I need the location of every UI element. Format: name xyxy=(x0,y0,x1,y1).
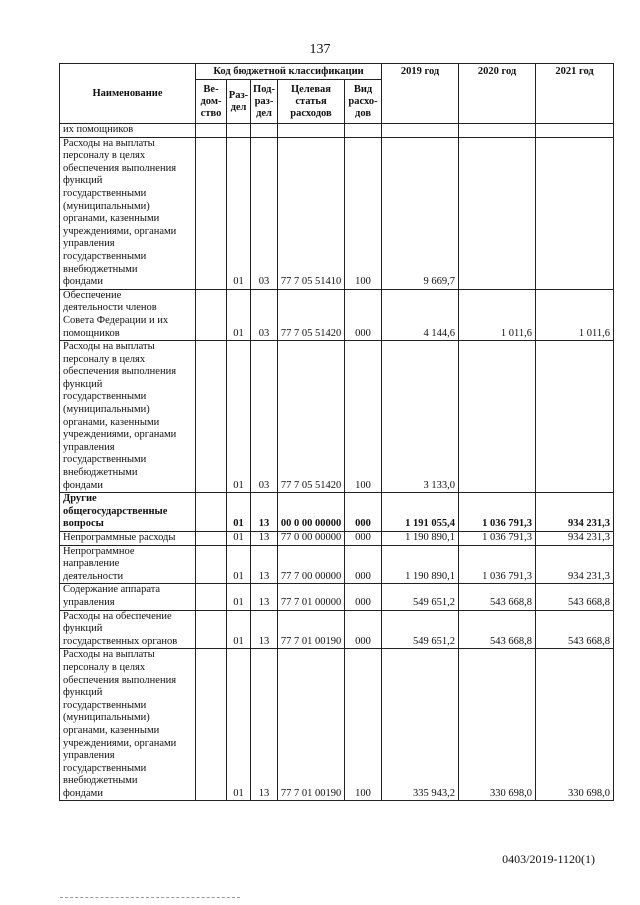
cell-name: Расходы на выплаты персоналу в целях обеспечения выполнения функций государственными (муниципальными) органами, казенными учреждениями, органами управления государственными внебюджетными фондами xyxy=(60,137,196,289)
table-row xyxy=(60,610,614,649)
cell-target: 77 7 05 51410 xyxy=(278,137,345,289)
cell-vid: 000 xyxy=(345,610,382,649)
table-body xyxy=(60,124,614,801)
cell-2021: 543 668,8 xyxy=(536,584,614,610)
cell-vid xyxy=(345,124,382,138)
table-row xyxy=(60,545,614,584)
cell-vid: 100 xyxy=(345,649,382,801)
header-razdel: Раз- дел xyxy=(227,80,251,124)
cell-vid: 000 xyxy=(345,493,382,532)
cell-2021: 934 231,3 xyxy=(536,493,614,532)
cell-vid: 000 xyxy=(345,545,382,584)
table-row xyxy=(60,532,614,546)
cell-2019: 549 651,2 xyxy=(382,584,459,610)
table-row xyxy=(60,124,614,138)
cell-2019: 9 669,7 xyxy=(382,137,459,289)
cell-target: 77 7 01 00190 xyxy=(278,610,345,649)
cell-target: 00 0 00 00000 xyxy=(278,493,345,532)
document-code: 0403/2019-1120(1) xyxy=(502,852,595,866)
budget-table xyxy=(59,63,614,801)
cell-target: 77 7 05 51420 xyxy=(278,341,345,493)
cell-target: 77 7 05 51420 xyxy=(278,289,345,340)
cell-vid: 000 xyxy=(345,584,382,610)
cell-2019: 1 191 055,4 xyxy=(382,493,459,532)
cell-2019 xyxy=(382,124,459,138)
cell-name: Непрограммные расходы xyxy=(60,532,196,546)
cell-2019: 549 651,2 xyxy=(382,610,459,649)
header-2019: 2019 год xyxy=(382,64,459,124)
cell-2020: 1 036 791,3 xyxy=(459,493,536,532)
cell-2021: 543 668,8 xyxy=(536,610,614,649)
cell-razdel: 01 xyxy=(227,289,251,340)
page-number: 137 xyxy=(309,42,331,57)
cell-2020: 543 668,8 xyxy=(459,610,536,649)
table-row xyxy=(60,493,614,532)
cell-name: Другие общегосударственные вопросы xyxy=(60,493,196,532)
cell-podrazdel: 03 xyxy=(251,341,278,493)
cell-vid: 000 xyxy=(345,289,382,340)
cell-2021: 1 011,6 xyxy=(536,289,614,340)
cell-2020: 543 668,8 xyxy=(459,584,536,610)
cell-razdel: 01 xyxy=(227,584,251,610)
cell-razdel: 01 xyxy=(227,137,251,289)
cell-podrazdel: 13 xyxy=(251,532,278,546)
table-row xyxy=(60,341,614,493)
cell-vedomstvo xyxy=(196,289,227,340)
cell-target xyxy=(278,124,345,138)
cell-podrazdel: 03 xyxy=(251,289,278,340)
cell-vedomstvo xyxy=(196,532,227,546)
cell-2021: 934 231,3 xyxy=(536,545,614,584)
table-row xyxy=(60,649,614,801)
cell-razdel: 01 xyxy=(227,493,251,532)
cell-podrazdel: 13 xyxy=(251,610,278,649)
header-2020: 2020 год xyxy=(459,64,536,124)
cell-2020: 330 698,0 xyxy=(459,649,536,801)
cell-podrazdel xyxy=(251,124,278,138)
cell-razdel: 01 xyxy=(227,532,251,546)
cell-name: их помощников xyxy=(60,124,196,138)
cell-razdel: 01 xyxy=(227,545,251,584)
header-code-group: Код бюджетной классификации xyxy=(196,64,382,80)
cell-vedomstvo xyxy=(196,341,227,493)
cell-razdel: 01 xyxy=(227,649,251,801)
cell-vedomstvo xyxy=(196,493,227,532)
cell-name: Содержание аппарата управления xyxy=(60,584,196,610)
cell-2019: 335 943,2 xyxy=(382,649,459,801)
cell-razdel: 01 xyxy=(227,341,251,493)
cell-2020: 1 036 791,3 xyxy=(459,532,536,546)
cell-2019: 3 133,0 xyxy=(382,341,459,493)
cell-vedomstvo xyxy=(196,610,227,649)
cell-2019: 1 190 890,1 xyxy=(382,532,459,546)
header-vid: Вид расхо- дов xyxy=(345,80,382,124)
cell-vedomstvo xyxy=(196,649,227,801)
cell-name: Непрограммное направление деятельности xyxy=(60,545,196,584)
cell-razdel xyxy=(227,124,251,138)
cell-vid: 100 xyxy=(345,341,382,493)
cell-vedomstvo xyxy=(196,137,227,289)
cell-podrazdel: 03 xyxy=(251,137,278,289)
cell-target: 77 7 01 00000 xyxy=(278,584,345,610)
cell-podrazdel: 13 xyxy=(251,649,278,801)
cell-2020 xyxy=(459,341,536,493)
cell-podrazdel: 13 xyxy=(251,584,278,610)
cell-2021 xyxy=(536,341,614,493)
cell-2019: 4 144,6 xyxy=(382,289,459,340)
cell-2019: 1 190 890,1 xyxy=(382,545,459,584)
cell-vedomstvo xyxy=(196,124,227,138)
cell-2020 xyxy=(459,124,536,138)
cell-2021: 934 231,3 xyxy=(536,532,614,546)
table-row xyxy=(60,137,614,289)
cell-2021 xyxy=(536,124,614,138)
header-podrazdel: Под- раз- дел xyxy=(251,80,278,124)
cell-vid: 100 xyxy=(345,137,382,289)
cell-vedomstvo xyxy=(196,584,227,610)
cell-podrazdel: 13 xyxy=(251,493,278,532)
footer-divider xyxy=(60,897,240,898)
cell-podrazdel: 13 xyxy=(251,545,278,584)
table-header xyxy=(60,64,614,124)
cell-2020: 1 011,6 xyxy=(459,289,536,340)
cell-2021 xyxy=(536,137,614,289)
header-vedomstvo: Ве- дом- ство xyxy=(196,80,227,124)
cell-vid: 000 xyxy=(345,532,382,546)
cell-2021: 330 698,0 xyxy=(536,649,614,801)
header-target: Целевая статья расходов xyxy=(278,80,345,124)
cell-vedomstvo xyxy=(196,545,227,584)
cell-name: Расходы на обеспечение функций государственных органов xyxy=(60,610,196,649)
cell-target: 77 7 00 00000 xyxy=(278,545,345,584)
header-2021: 2021 год xyxy=(536,64,614,124)
cell-2020: 1 036 791,3 xyxy=(459,545,536,584)
cell-name: Расходы на выплаты персоналу в целях обеспечения выполнения функций государственными (муниципальными) органами, казенными учреждениями, органами управления государственными внебюджетными фондами xyxy=(60,341,196,493)
cell-razdel: 01 xyxy=(227,610,251,649)
cell-target: 77 7 01 00190 xyxy=(278,649,345,801)
table-row xyxy=(60,584,614,610)
table-row xyxy=(60,289,614,340)
cell-target: 77 0 00 00000 xyxy=(278,532,345,546)
header-name: Наименование xyxy=(60,64,196,124)
cell-name: Обеспечение деятельности членов Совета Федерации и их помощников xyxy=(60,289,196,340)
cell-2020 xyxy=(459,137,536,289)
cell-name: Расходы на выплаты персоналу в целях обеспечения выполнения функций государственными (муниципальными) органами, казенными учреждениями, органами управления государственными внебюджетными фондами xyxy=(60,649,196,801)
